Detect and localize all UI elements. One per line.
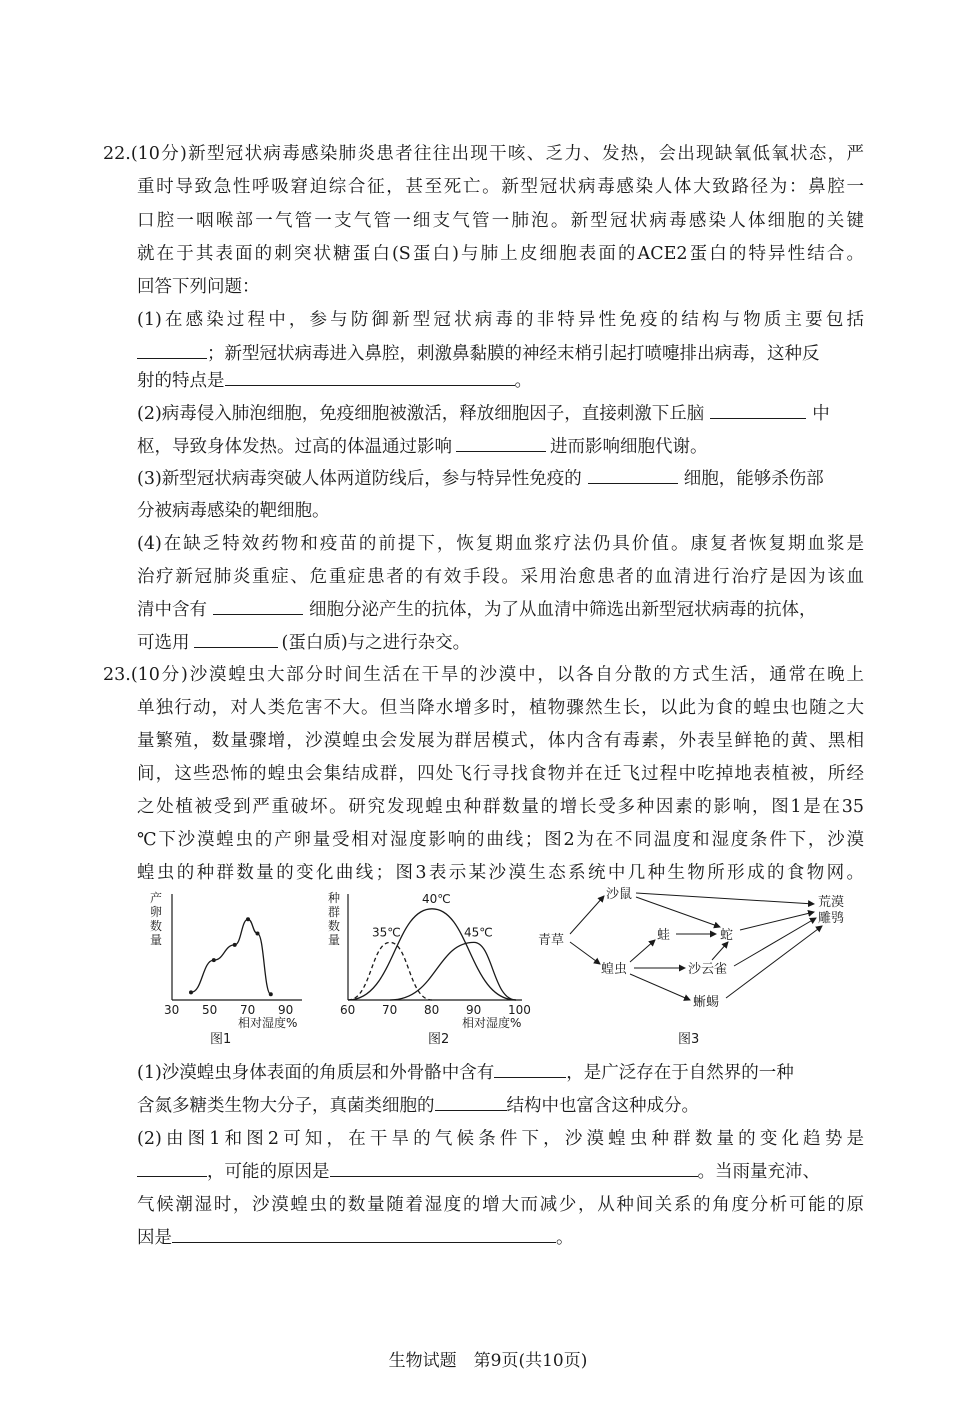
node-eagle-line2: 雕鸮 xyxy=(818,911,845,926)
q23-line-1: 23.(10分)沙漠蝗虫大部分时间生活在干旱的沙漠中，以各自分散的方式生活，通常在晚上 xyxy=(103,665,864,685)
node-locust: 蝗虫 xyxy=(601,962,628,977)
fig2-tick-label: 90 xyxy=(466,1003,482,1017)
answer-blank[interactable] xyxy=(330,1160,698,1177)
q23-sub2-line-1: (2)由图1和图2可知，在干旱的气候条件下，沙漠蝗虫种群数量的变化趋势是 xyxy=(137,1129,864,1149)
fig2-series-label: 40℃ xyxy=(422,891,451,906)
answer-blank[interactable] xyxy=(588,467,678,484)
arrow-grass-locust xyxy=(570,942,600,964)
q22-line-1: 22.(10分)新型冠状病毒感染肺炎患者往往出现干咳、乏力、发热，会出现缺氧低氧状态，严 xyxy=(103,144,864,164)
figure-1-chart xyxy=(140,888,310,1033)
q23-line-5: 之处植被受到严重破坏。研究发现蝗虫种群数量的增长受多种因素的影响，图1是在35 xyxy=(137,797,864,817)
node-lizard: 蜥蜴 xyxy=(693,995,720,1010)
q22-sub2-text: 进而影响细胞代谢。 xyxy=(550,437,708,457)
fig2-ylabel-char: 群 xyxy=(328,905,341,919)
arrow-locust-frog xyxy=(630,940,655,962)
fig1-data-point xyxy=(212,958,216,962)
q23-sub2-text: 。当雨量充沛、 xyxy=(697,1162,820,1182)
arrow-rat-snake xyxy=(636,897,720,927)
fig2-tick-label: 60 xyxy=(340,1003,356,1017)
answer-blank[interactable] xyxy=(194,631,278,648)
q22-sub3-text: 细胞，能够杀伤部 xyxy=(683,469,824,489)
answer-blank[interactable] xyxy=(456,435,546,452)
answer-blank[interactable] xyxy=(435,1094,507,1111)
node-frog: 蛙 xyxy=(657,928,671,943)
node-eagle-line1: 荒漠 xyxy=(818,895,845,910)
q22-sub3-line-2: 分被病毒感染的靶细胞。 xyxy=(137,501,330,521)
q22-sub1-text: 射的特点是 xyxy=(137,371,225,391)
answer-blank[interactable] xyxy=(710,402,806,419)
fig2-tick-label: 100 xyxy=(508,1003,531,1017)
q22-line-5: 回答下列问题： xyxy=(137,277,260,297)
fig1-ylabel-char: 卵 xyxy=(150,905,163,919)
fig2-tick-label: 80 xyxy=(424,1003,440,1017)
fig2-ylabel-char: 量 xyxy=(328,933,341,947)
fig1-caption: 图1 xyxy=(210,1032,232,1047)
answer-blank[interactable] xyxy=(494,1061,566,1078)
fig2-series-curve xyxy=(390,942,516,1000)
fig1-ylabel-char: 产 xyxy=(150,891,163,905)
q22-sub4-text: 清中含有 xyxy=(137,600,207,620)
q22-line-4: 就在于其表面的刺突状糖蛋白(S蛋白)与肺上皮细胞表面的ACE2蛋白的特异性结合。 xyxy=(137,244,864,264)
fig1-data-point xyxy=(233,943,237,947)
q22-sub4-line-3 xyxy=(137,598,817,622)
q23-line-2: 单独行动，对人类危害不大。但当降水增多时，植物骤然生长，以此为食的蝗虫也随之大 xyxy=(137,698,864,718)
answer-blank[interactable] xyxy=(213,598,303,615)
arrow-rat-eagle xyxy=(636,893,814,904)
arrow-grass-rat xyxy=(570,896,604,934)
q23-sub2-line-3: 气候潮湿时，沙漠蝗虫的数量随着湿度的增大而减少，从种间关系的角度分析可能的原 xyxy=(137,1195,864,1215)
fig2-ylabel-char: 种 xyxy=(328,891,341,905)
fig2-series-label: 45℃ xyxy=(464,925,493,940)
answer-blank[interactable] xyxy=(172,1226,556,1243)
fig1-tick-label: 30 xyxy=(164,1003,180,1017)
q22-line-3: 口腔一咽喉部一气管一支气管一细支气管一肺泡。新型冠状病毒感染人体细胞的关键 xyxy=(137,211,864,231)
q22-sub1-text: ；新型冠状病毒进入鼻腔，刺激鼻黏膜的神经末梢引起打喷嚏排出病毒，这种反 xyxy=(207,344,820,364)
fig1-curve xyxy=(191,919,271,994)
fig2-ylabel-char: 数 xyxy=(328,919,341,933)
fig1-data-point xyxy=(269,992,273,996)
q23-line-4: 间，这些恐怖的蝗虫会集结成群，四处飞行寻找食物并在迁飞过程中吃掉地表植被，所经 xyxy=(137,764,864,784)
q22-sub1-line-2 xyxy=(137,342,864,366)
q22-sub1-line-1: (1)在感染过程中，参与防御新型冠状病毒的非特异性免疫的结构与物质主要包括 xyxy=(137,310,864,330)
fig2-tick-label: 70 xyxy=(382,1003,398,1017)
node-grass: 青草 xyxy=(538,933,565,948)
fig2-series-curve xyxy=(348,909,516,1000)
answer-blank[interactable] xyxy=(137,1160,207,1177)
q22-sub2-line-1 xyxy=(137,402,830,426)
fig1-tick-label: 70 xyxy=(240,1003,256,1017)
node-rat: 沙鼠 xyxy=(606,887,633,902)
fig1-ylabel-char: 量 xyxy=(150,933,163,947)
q23-line-3: 量繁殖，数量骤增，沙漠蝗虫会发展为群居模式，体内含有毒素，外表呈鲜艳的黄、黑相 xyxy=(137,731,864,751)
fig1-tick-label: 50 xyxy=(202,1003,218,1017)
page-footer: 生物试题 第9页(共10页) xyxy=(388,1351,588,1371)
q23-sub2-text: 因是 xyxy=(137,1228,172,1248)
q22-sub2-text: (2)病毒侵入肺泡细胞，免疫细胞被激活，释放细胞因子，直接刺激下丘脑 xyxy=(137,404,705,424)
q22-sub3-line-1 xyxy=(137,467,824,491)
q22-sub4-line-2: 治疗新冠肺炎重症、危重症患者的有效手段。采用治愈患者的血清进行治疗是因为该血 xyxy=(137,567,864,587)
q23-sub2-text: 。 xyxy=(556,1228,574,1248)
q22-sub4-line-4 xyxy=(137,631,470,655)
q22-sub4-text: 细胞分泌产生的抗体，为了从血清中筛选出新型冠状病毒的抗体， xyxy=(309,600,817,620)
figure-2-chart xyxy=(322,888,537,1033)
figure-3-food-web xyxy=(530,882,860,1022)
q23-sub2-line-2 xyxy=(137,1160,864,1184)
arrow-lark-eagle xyxy=(734,918,816,966)
fig1-data-point xyxy=(189,990,193,994)
q23-sub1-text: ，是广泛存在于自然界的一种 xyxy=(566,1063,794,1083)
node-snake: 蛇 xyxy=(720,928,734,943)
q23-sub1-text: (1)沙漠蝗虫身体表面的角质层和外骨骼中含有 xyxy=(137,1063,495,1083)
q22-sub3-text: (3)新型冠状病毒突破人体两道防线后，参与特异性免疫的 xyxy=(137,469,582,489)
fig1-data-point xyxy=(246,917,250,921)
q22-sub1-text: 。 xyxy=(514,371,532,391)
fig3-caption: 图3 xyxy=(678,1032,700,1047)
q23-line-7: 蝗虫的种群数量的变化曲线；图3表示某沙漠生态系统中几种生物所形成的食物网。 xyxy=(137,863,864,883)
q23-sub1-line-2 xyxy=(137,1094,699,1118)
q22-sub2-text: 中 xyxy=(812,404,830,424)
q22-sub4-line-1: (4)在缺乏特效药物和疫苗的前提下，恢复期血浆疗法仍具价值。康复者恢复期血浆是 xyxy=(137,534,864,554)
fig1-ylabel-char: 数 xyxy=(150,919,163,933)
q22-sub4-text: (蛋白质)与之进行杂交。 xyxy=(281,633,471,653)
fig2-series-label: 35℃ xyxy=(372,925,401,940)
q22-sub2-line-2 xyxy=(137,435,708,459)
q23-sub1-text: 结构中也富含这种成分。 xyxy=(506,1096,699,1116)
q23-sub2-line-4 xyxy=(137,1226,574,1250)
answer-blank[interactable] xyxy=(225,369,515,386)
q22-sub2-text: 枢，导致身体发热。过高的体温通过影响 xyxy=(137,437,452,457)
fig2-caption: 图2 xyxy=(428,1032,450,1047)
fig2-xlabel: 相对湿度% xyxy=(462,1016,522,1030)
q23-line-6: ℃下沙漠蝗虫的产卵量受相对湿度影响的曲线；图2为在不同温度和湿度条件下，沙漠 xyxy=(137,830,864,850)
q22-sub1-line-3 xyxy=(137,369,532,393)
fig2-series-curve xyxy=(348,942,432,1000)
node-lark: 沙云雀 xyxy=(688,962,728,977)
q23-sub1-line-1 xyxy=(137,1061,794,1085)
arrow-snake-eagle xyxy=(740,912,814,930)
q22-sub4-text: 可选用 xyxy=(137,633,190,653)
fig1-data-point xyxy=(256,932,260,936)
arrow-lark-snake xyxy=(712,942,728,960)
fig1-tick-label: 90 xyxy=(278,1003,294,1017)
answer-blank[interactable] xyxy=(137,342,207,359)
fig1-xlabel: 相对湿度% xyxy=(238,1016,298,1030)
arrow-locust-lizard xyxy=(630,974,690,1000)
q23-sub2-text: ，可能的原因是 xyxy=(207,1162,330,1182)
q23-sub1-text: 含氮多糖类生物大分子，真菌类细胞的 xyxy=(137,1096,435,1116)
q22-line-2: 重时导致急性呼吸窘迫综合征，甚至死亡。新型冠状病毒感染人体大致路径为：鼻腔一 xyxy=(137,177,864,197)
